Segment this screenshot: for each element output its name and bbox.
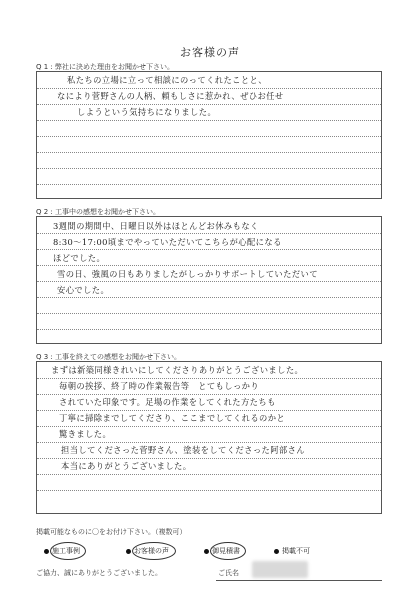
ruled-line <box>37 168 381 169</box>
question-1-label: Q 1 : 弊社に決めた理由をお聞かせ下さい。 <box>36 63 174 71</box>
ruled-line <box>37 378 381 379</box>
question-3-answer-box <box>36 361 382 514</box>
bullet-icon <box>274 549 279 554</box>
ruled-line <box>37 120 381 121</box>
answer-line: 驚きました。 <box>59 429 112 439</box>
ruled-line <box>37 297 381 298</box>
answer-line: ほどでした。 <box>53 253 106 263</box>
ruled-line <box>37 426 381 427</box>
ruled-line <box>37 265 381 266</box>
answer-line: まずは新築同様きれいにしてくださりありがとうございました。 <box>51 365 304 375</box>
thanks-message: ご協力、誠にありがとうございました。 <box>36 569 162 577</box>
answer-line: なにより菅野さんの人柄、頼もしさに惹かれ、ぜひお任せ <box>57 91 284 101</box>
bullet-icon <box>44 549 49 554</box>
ruled-line <box>37 152 381 153</box>
answer-line: 8:30〜17:00頃までやっていただいてこちらが心配になる <box>53 237 282 247</box>
ruled-line <box>37 88 381 89</box>
option-label: お客様の声 <box>134 547 169 555</box>
ruled-line <box>37 329 381 330</box>
ruled-line <box>37 490 381 491</box>
answer-line: されていた印象です。足場の作業をしてくれた方たちも <box>59 397 276 407</box>
ruled-line <box>37 281 381 282</box>
bullet-icon <box>126 549 131 554</box>
answer-line: 本当にありがとうございました。 <box>61 461 192 471</box>
answer-line: 安心でした。 <box>57 285 110 295</box>
permission-label: 掲載可能なものに〇をお付け下さい。（複数可） <box>36 528 187 536</box>
bullet-icon <box>204 549 209 554</box>
answer-line: 雪の日、強風の日もありましたがしっかりサポートしていただいて <box>57 269 318 279</box>
answer-line: 私たちの立場に立って相談にのってくれたことと、 <box>67 75 267 85</box>
answer-line: 担当してくださった菅野さん、塗装をしてくださった阿部さん <box>61 445 306 455</box>
answer-line: 丁寧に掃除までしてくださり、ここまでしてくれるのかと <box>59 413 286 423</box>
option-label: 掲載不可 <box>282 547 310 555</box>
ruled-line <box>37 249 381 250</box>
ruled-line <box>37 474 381 475</box>
ruled-line <box>37 233 381 234</box>
redacted-name <box>252 561 308 578</box>
answer-line: 3週間の期間中、日曜日以外はほとんどお休みもなく <box>53 221 259 231</box>
permission-options <box>44 546 364 558</box>
question-3-label: Q 3 : 工事を終えての感想をお聞かせ下さい。 <box>36 353 181 361</box>
option-label: 施工事例 <box>52 547 80 555</box>
selected-circle-mark <box>132 542 176 560</box>
selected-circle-mark <box>50 542 86 560</box>
answer-line: しようという気持ちになりました。 <box>77 107 217 117</box>
ruled-line <box>37 136 381 137</box>
ruled-line <box>37 458 381 459</box>
selected-circle-mark <box>210 542 246 560</box>
ruled-line <box>37 394 381 395</box>
ruled-line <box>37 184 381 185</box>
name-label: ご氏名 <box>218 569 239 577</box>
ruled-line <box>37 104 381 105</box>
option-label: 御見積書 <box>212 547 240 555</box>
question-1-answer-box <box>36 71 382 199</box>
question-2-answer-box <box>36 216 382 344</box>
ruled-line <box>37 442 381 443</box>
ruled-line <box>37 313 381 314</box>
answer-line: 毎朝の挨拶、終了時の作業報告等 とてもしっかり <box>59 381 260 391</box>
question-2-label: Q 2 : 工事中の感想をお聞かせ下さい。 <box>36 208 160 216</box>
name-underline <box>216 580 382 581</box>
option-no-publish[interactable] <box>274 546 310 556</box>
ruled-line <box>37 410 381 411</box>
page-title: お客様の声 <box>180 46 240 59</box>
